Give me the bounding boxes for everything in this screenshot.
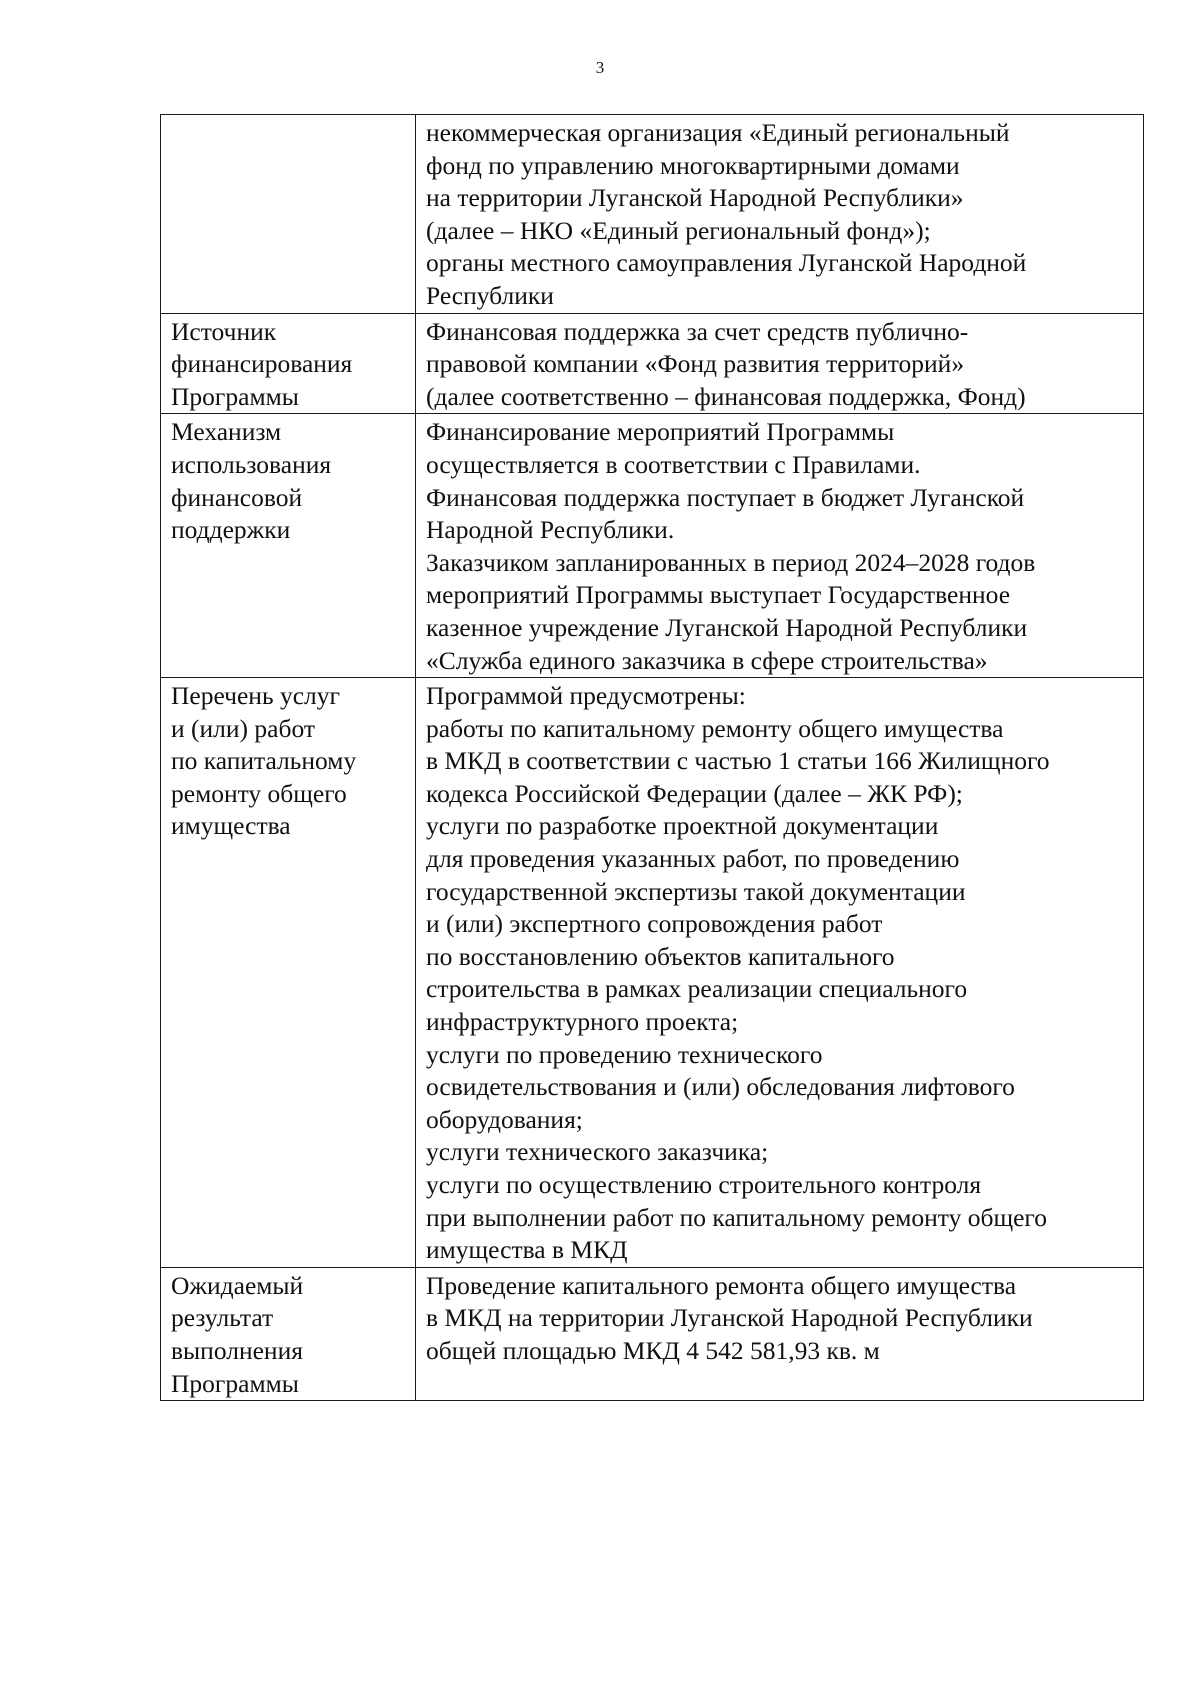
label-line: результат [171, 1303, 274, 1333]
label-line: Механизм [171, 417, 282, 447]
row-content-cell [416, 115, 1144, 314]
label-line: финансовой [171, 482, 303, 512]
row-content-cell [416, 313, 1144, 414]
content-line: правовой компании «Фонд развития территорий» [426, 349, 965, 379]
table-row [161, 1267, 1144, 1400]
row-content-cell [416, 1267, 1144, 1400]
row-label-cell [161, 1267, 416, 1400]
content-line: (далее соответственно – финансовая поддержка, Фонд) [426, 381, 1026, 411]
content-line: при выполнении работ по капитальному ремонту общего [426, 1202, 1047, 1232]
content-line: некоммерческая организация «Единый региональный [426, 118, 1010, 147]
label-line: Программы [171, 381, 299, 411]
content-line: мероприятий Программы выступает Государственное [426, 580, 1011, 610]
content-line: Народной Республики. [426, 515, 675, 545]
content-line: оборудования; [426, 1104, 583, 1134]
label-line: и (или) работ [171, 713, 315, 743]
content-line: строительства в рамках реализации специального [426, 974, 968, 1004]
content-line: для проведения указанных работ, по проведению [426, 844, 960, 874]
label-line: выполнения [171, 1335, 303, 1365]
content-line: имущества в МКД [426, 1235, 628, 1265]
label-line: имущества [171, 811, 291, 841]
content-line: Финансирование мероприятий Программы [426, 417, 895, 447]
content-line: фонд по управлению многоквартирными домами [426, 150, 960, 180]
content-line: осуществляется в соответствии с Правилами. [426, 449, 921, 479]
table-row [161, 678, 1144, 1268]
row-label-cell [161, 414, 416, 678]
content-line: на территории Луганской Народной Республики» [426, 183, 964, 213]
content-line: в МКД на территории Луганской Народной Республики [426, 1303, 1033, 1333]
content-line: Программой предусмотрены: [426, 681, 746, 711]
row-label-cell [161, 115, 416, 314]
label-line: Программы [171, 1368, 299, 1398]
content-line: органы местного самоуправления Луганской Народной [426, 248, 1027, 278]
content-line: общей площадью МКД 4 542 581,93 кв. м [426, 1335, 880, 1365]
content-line: государственной экспертизы такой документации [426, 876, 966, 906]
content-line: (далее – НКО «Единый региональный фонд»); [426, 215, 931, 245]
label-line: финансирования [171, 349, 353, 379]
program-passport-table [160, 114, 1144, 1401]
row-content-cell [416, 678, 1144, 1268]
row-label-cell [161, 313, 416, 414]
content-line: Проведение капитального ремонта общего имущества [426, 1270, 1017, 1300]
label-line: использования [171, 449, 332, 479]
table-row [161, 115, 1144, 314]
content-line: услуги по разработке проектной документации [426, 811, 939, 841]
page-number: 3 [595, 58, 605, 77]
content-line: работы по капитальному ремонту общего имущества [426, 713, 1004, 743]
content-line: казенное учреждение Луганской Народной Республики [426, 612, 1028, 642]
row-content-cell [416, 414, 1144, 678]
label-line: Ожидаемый [171, 1270, 304, 1300]
content-line: Заказчиком запланированных в период 2024–2028 годов [426, 547, 1036, 577]
content-line: Финансовая поддержка за счет средств публично- [426, 316, 969, 346]
label-line: по капитальному [171, 746, 357, 776]
content-line: услуги по проведению технического [426, 1039, 823, 1069]
content-line: кодекса Российской Федерации (далее – ЖК РФ); [426, 778, 963, 808]
content-line: «Служба единого заказчика в сфере строительства» [426, 645, 988, 675]
label-line: ремонту общего [171, 778, 347, 808]
content-line: инфраструктурного проекта; [426, 1007, 739, 1037]
table-row [161, 414, 1144, 678]
content-line: освидетельствования и (или) обследования лифтового [426, 1072, 1015, 1102]
content-line: по восстановлению объектов капитального [426, 941, 895, 971]
content-line: и (или) экспертного сопровождения работ [426, 909, 883, 939]
content-line: услуги технического заказчика; [426, 1137, 769, 1167]
table-row [161, 313, 1144, 414]
content-line: Республики [426, 280, 554, 310]
table-body [161, 115, 1144, 1401]
content-line: услуги по осуществлению строительного контроля [426, 1170, 982, 1199]
label-line: поддержки [171, 515, 291, 545]
label-line: Перечень услуг [171, 681, 340, 711]
content-line: Финансовая поддержка поступает в бюджет Луганской [426, 482, 1025, 512]
content-line: в МКД в соответствии с частью 1 статьи 166 Жилищного [426, 746, 1050, 776]
row-label-cell [161, 678, 416, 1268]
label-line: Источник [171, 316, 277, 346]
